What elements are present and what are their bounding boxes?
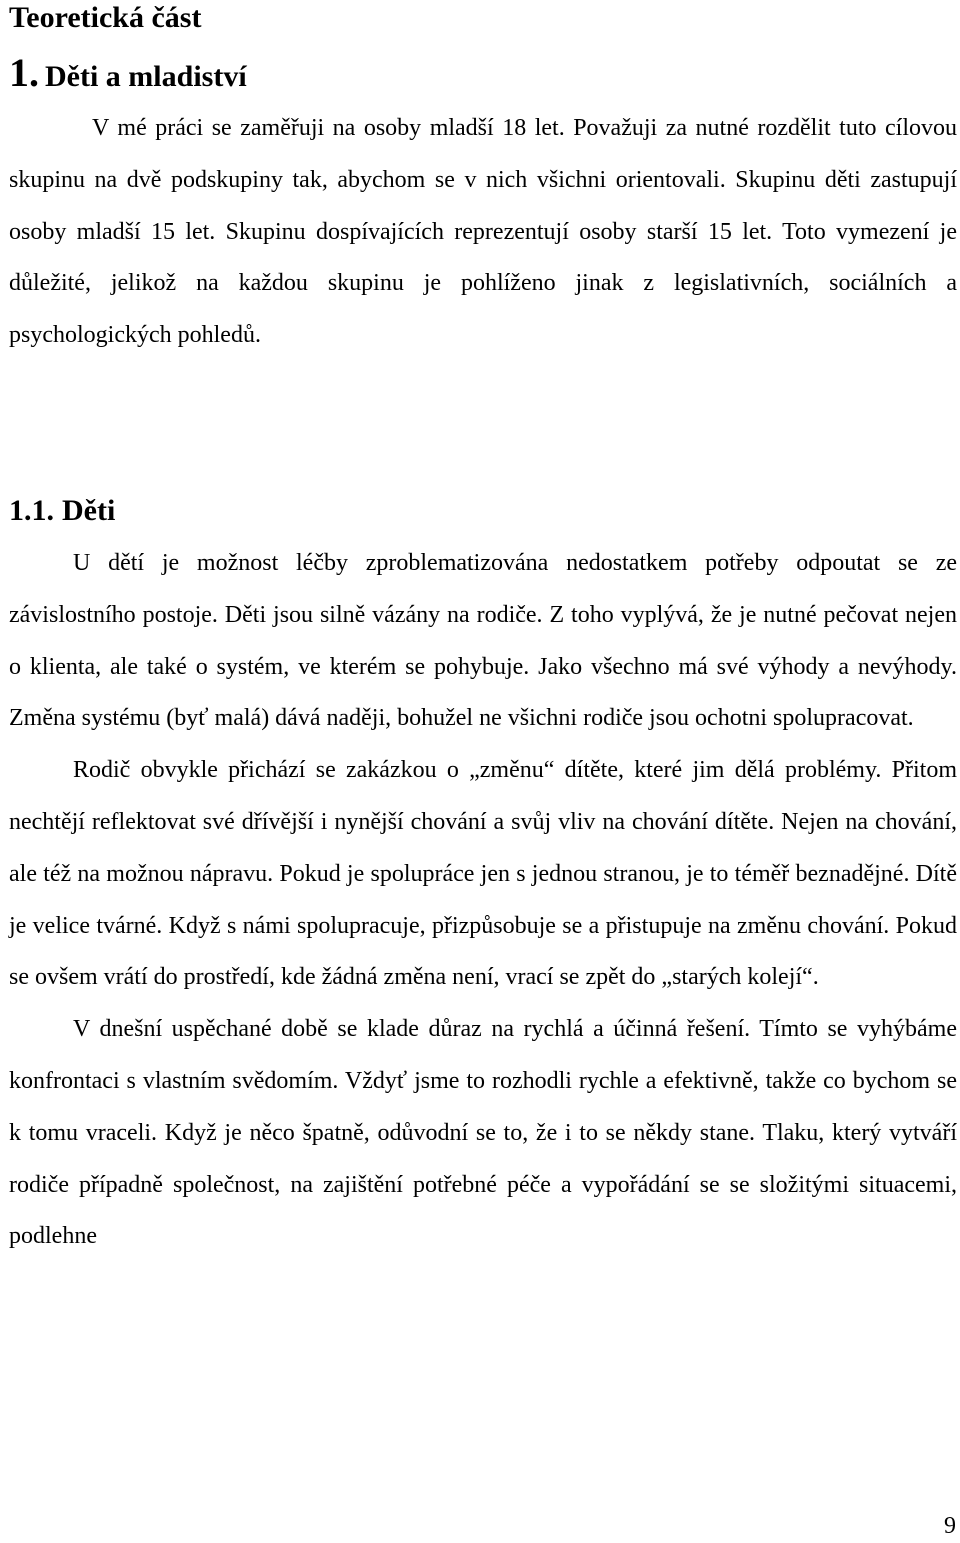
intro-block <box>9 103 957 362</box>
intro-paragraph: V mé práci se zaměřuji na osoby mladší 18 let. Považuji za nutné rozdělit tuto cílovou skupinu na dvě podskupiny tak, abychom se v nich všichni orientovali. Skupinu děti zastupují osoby mladší 15 let. Skupinu dospívajících reprezentují osoby starší 15 let. Toto vymezení je důležité, jelikož na každou skupinu je pohlíženo jinak z legislativních, sociálních a psychologických pohledů. <box>9 115 957 349</box>
page-number: 9 <box>944 1513 956 1539</box>
section-paragraph-1: U dětí je možnost léčby zproblematizována nedostatkem potřeby odpoutat se ze závislostního postoje. Děti jsou silně vázány na rodiče. Z toho vyplývá, že je nutné pečovat nejen o klienta, ale také o systém, ve kterém se pohybuje. Jako všechno má své výhody a nevýhody. Změna systému (byť malá) dává naději, bohužel ne všichni rodiče jsou ochotni spolupracovat. <box>9 550 957 732</box>
section-number: 1.1. <box>9 494 54 527</box>
chapter-heading <box>9 50 247 97</box>
section-body <box>9 538 957 1263</box>
chapter-title: Děti a mladiství <box>45 60 247 93</box>
section-title: Děti <box>62 494 116 527</box>
part-title: Teoretická část <box>9 1 202 34</box>
section-paragraph-3: V dnešní uspěchané době se klade důraz na rychlá a účinná řešení. Tímto se vyhýbáme konfrontaci s vlastním svědomím. Vždyť jsme to rozhodli rychle a efektivně, takže co bychom se k tomu vraceli. Když je něco špatně, odůvodní se to, že i to se někdy stane. Tlaku, který vytváří rodiče případně společnost, na zajištění potřebné péče a vypořádání se se složitými situacemi, podlehne <box>9 1016 957 1250</box>
section-heading <box>9 491 115 531</box>
section-paragraph-2: Rodič obvykle přichází se zakázkou o „změnu“ dítěte, které jim dělá problémy. Přitom nechtějí reflektovat své dřívější i nynější chování a svůj vliv na chování dítěte. Nejen na chování, ale též na možnou nápravu. Pokud je spolupráce jen s jednou stranou, je to téměř beznadějné. Dítě je velice tvárné. Když s námi spolupracuje, přizpůsobuje se a přistupuje na změnu chování. Pokud se ovšem vrátí do prostředí, kde žádná změna není, vrací se zpět do „starých kolejí“. <box>9 757 957 991</box>
chapter-number: 1. <box>9 50 39 95</box>
